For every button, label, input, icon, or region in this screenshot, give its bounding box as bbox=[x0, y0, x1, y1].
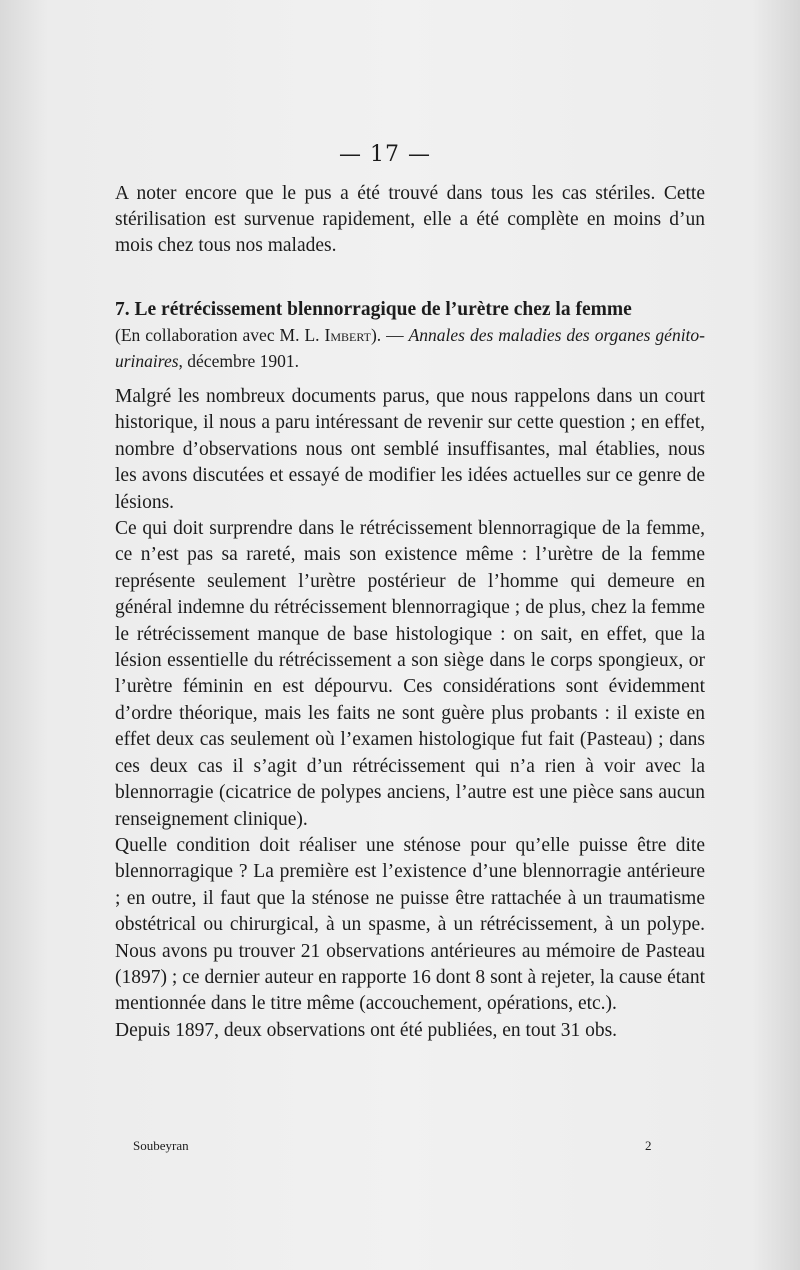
collab-suffix: ). — bbox=[370, 324, 409, 345]
section-citation bbox=[115, 323, 705, 375]
page-number: — 17 — bbox=[339, 142, 431, 167]
section-number: 7. bbox=[115, 299, 130, 320]
section-body bbox=[115, 384, 705, 1044]
section-title: Le rétrécissement blennorragique de l’urètre chez la femme bbox=[134, 299, 632, 320]
body-paragraph: Malgré les nombreux documents parus, que nous rappelons dans un court historique, il nous a paru intéressant de revenir sur cette question ; en effet, nombre d’observations nous ont semblé insuffisantes, mal établies, nous les avons discutées et essayé de modifier les idées actuelles sur ce genre de lésions. bbox=[115, 386, 705, 513]
intro-block bbox=[115, 181, 705, 258]
body-paragraph: Quelle condition doit réaliser une sténose pour qu’elle puisse être dite blennorragique ? La première est l’existence d’une blennorragie antérieure ; en outre, il faut que la sténose ne puisse être rattachée à un traumatisme obstétrical ou chirurgical, à un spasme, à un rétrécissement, à un polype. Nous avons pu trouver 21 observations antérieures au mémoire de Pasteau (1897) ; ce dernier auteur en rapporte 16 dont 8 sont à rejeter, la cause étant mentionnée dans le titre même (accouchement, opérations, etc.). bbox=[115, 834, 705, 1015]
intro-paragraph: A noter encore que le pus a été trouvé dans tous les cas stériles. Cette stérilisation est survenue rapidement, elle a été complète en moins d’un mois chez tous nos malades. bbox=[115, 183, 705, 256]
collab-prefix: (En collaboration avec M. L. bbox=[115, 324, 325, 345]
section-title-line bbox=[115, 297, 705, 323]
body-paragraph: Ce qui doit surprendre dans le rétrécissement blennorragique de la femme, ce n’est pas sa rareté, mais son existence même : l’urètre de la femme représente seulement l’urètre postérieur de l’homme qui demeure en général indemne du rétrécissement blennorragique ; de plus, chez la femme le rétrécissement manque de base histologique : on sait, en effet, que la lésion essentielle du rétrécissement a son siège dans le corps spongieux, or l’urètre féminin en est dépourvu. Ces considérations sont évidemment d’ordre théorique, mais les faits ne sont guère plus probants : il existe en effet deux cas seulement où l’examen histologique fut fait (Pasteau) ; dans ces deux cas il s’agit d’un rétrécissement qui n’a rien à voir avec la blennorragie (cicatrice de polypes anciens, l’autre est une pièce sans aucun renseignement clinique). bbox=[115, 518, 705, 830]
citation-source: Annales des maladies des organes génito-urinaires bbox=[115, 324, 705, 371]
printer-signature: Soubeyran bbox=[133, 1138, 189, 1153]
collab-name: Imbert bbox=[324, 324, 371, 345]
body-paragraph: Depuis 1897, deux observations ont été publiées, en tout 31 obs. bbox=[115, 1019, 618, 1041]
citation-date: , décembre 1901. bbox=[178, 350, 300, 371]
sheet-number: 2 bbox=[645, 1138, 652, 1153]
section-header bbox=[115, 297, 705, 374]
